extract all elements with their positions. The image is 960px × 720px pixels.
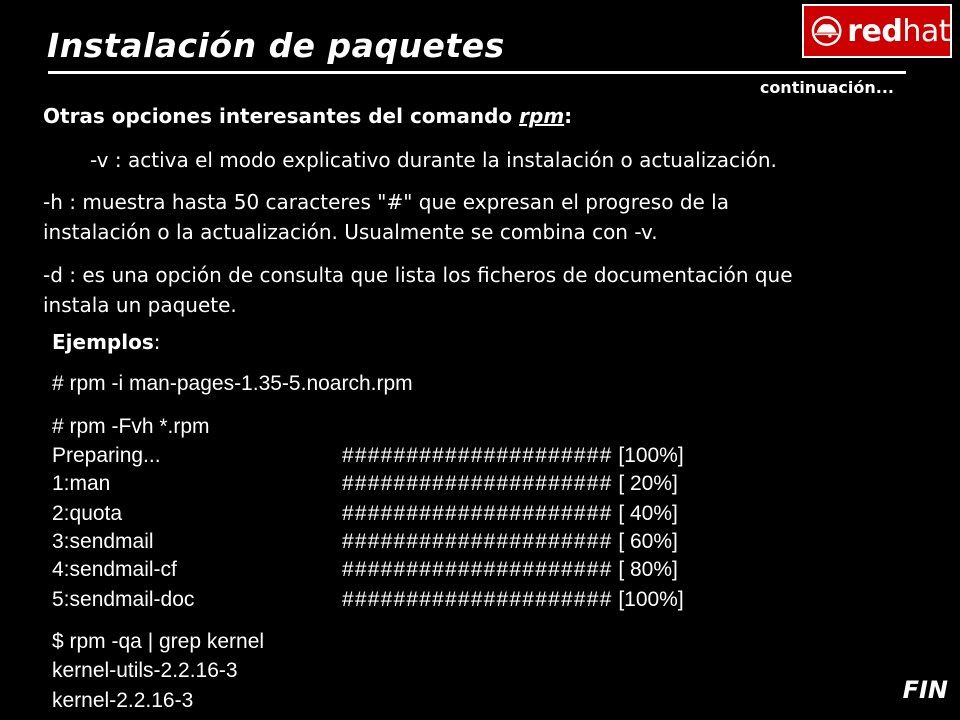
query-output-line: kernel-utils-2.2.16-3: [52, 659, 238, 682]
progress-percent: [ 40%]: [618, 502, 678, 525]
examples-heading: [52, 328, 161, 356]
progress-percent: [ 80%]: [618, 558, 678, 581]
redhat-logo: [802, 4, 952, 58]
progress-row: [52, 558, 678, 582]
progress-hash-bar: #####################: [342, 444, 613, 467]
option-d-line1: -d : es una opción de consulta que lista los ficheros de documentación que: [43, 263, 793, 287]
continuation-label: continuación...: [759, 78, 894, 97]
progress-row: [52, 444, 684, 468]
progress-percent: [ 60%]: [618, 530, 678, 553]
rpm-command-label: rpm: [519, 104, 565, 128]
slide-title: Instalación de paquetes: [47, 26, 505, 65]
progress-hash-bar: #####################: [342, 530, 613, 553]
options-heading-text: Otras opciones interesantes del comando: [43, 104, 520, 128]
progress-row: [52, 530, 678, 554]
option-d-line2: instala un paquete.: [43, 293, 237, 317]
progress-package-name: Preparing...: [52, 444, 161, 467]
option-h-line2: instalación o la actualización. Usualmente se combina con -v.: [43, 220, 658, 244]
logo-wordmark: [847, 14, 950, 49]
example-freshen-cmd: # rpm -Fvh *.rpm: [52, 415, 210, 438]
progress-package-name: 3:sendmail: [52, 530, 154, 553]
option-v: -v : activa el modo explicativo durante la instalación o actualización.: [90, 148, 777, 172]
progress-percent: [ 20%]: [618, 472, 678, 495]
examples-heading-text: Ejemplos: [52, 330, 154, 354]
progress-row: [52, 588, 684, 612]
example-install-cmd: # rpm -i man-pages-1.35-5.noarch.rpm: [52, 372, 413, 395]
query-output-line: kernel-2.2.16-3: [52, 689, 194, 712]
progress-package-name: 5:sendmail-doc: [52, 588, 195, 611]
logo-text-red: red: [847, 13, 903, 49]
progress-hash-bar: #####################: [342, 588, 613, 611]
progress-hash-bar: #####################: [342, 502, 613, 525]
examples-heading-colon: :: [153, 330, 161, 354]
progress-hash-bar: #####################: [342, 472, 613, 495]
option-h-line1: -h : muestra hasta 50 caracteres "#" que expresan el progreso de la: [43, 190, 729, 214]
options-heading: [43, 101, 572, 131]
progress-package-name: 4:sendmail-cf: [52, 558, 177, 581]
title-underline: [48, 71, 906, 74]
progress-hash-bar: #####################: [342, 558, 613, 581]
progress-package-name: 1:man: [52, 472, 111, 495]
fin-label: FIN: [902, 676, 948, 704]
progress-package-name: 2:quota: [52, 502, 123, 525]
example-query-cmd: $ rpm -qa | grep kernel: [52, 630, 265, 653]
logo-text-hat: hat: [902, 13, 950, 49]
progress-row: [52, 472, 678, 496]
progress-percent: [100%]: [618, 588, 684, 611]
shadowman-icon: [810, 11, 843, 51]
options-heading-colon: :: [564, 104, 573, 128]
progress-row: [52, 502, 678, 526]
progress-percent: [100%]: [618, 444, 684, 467]
